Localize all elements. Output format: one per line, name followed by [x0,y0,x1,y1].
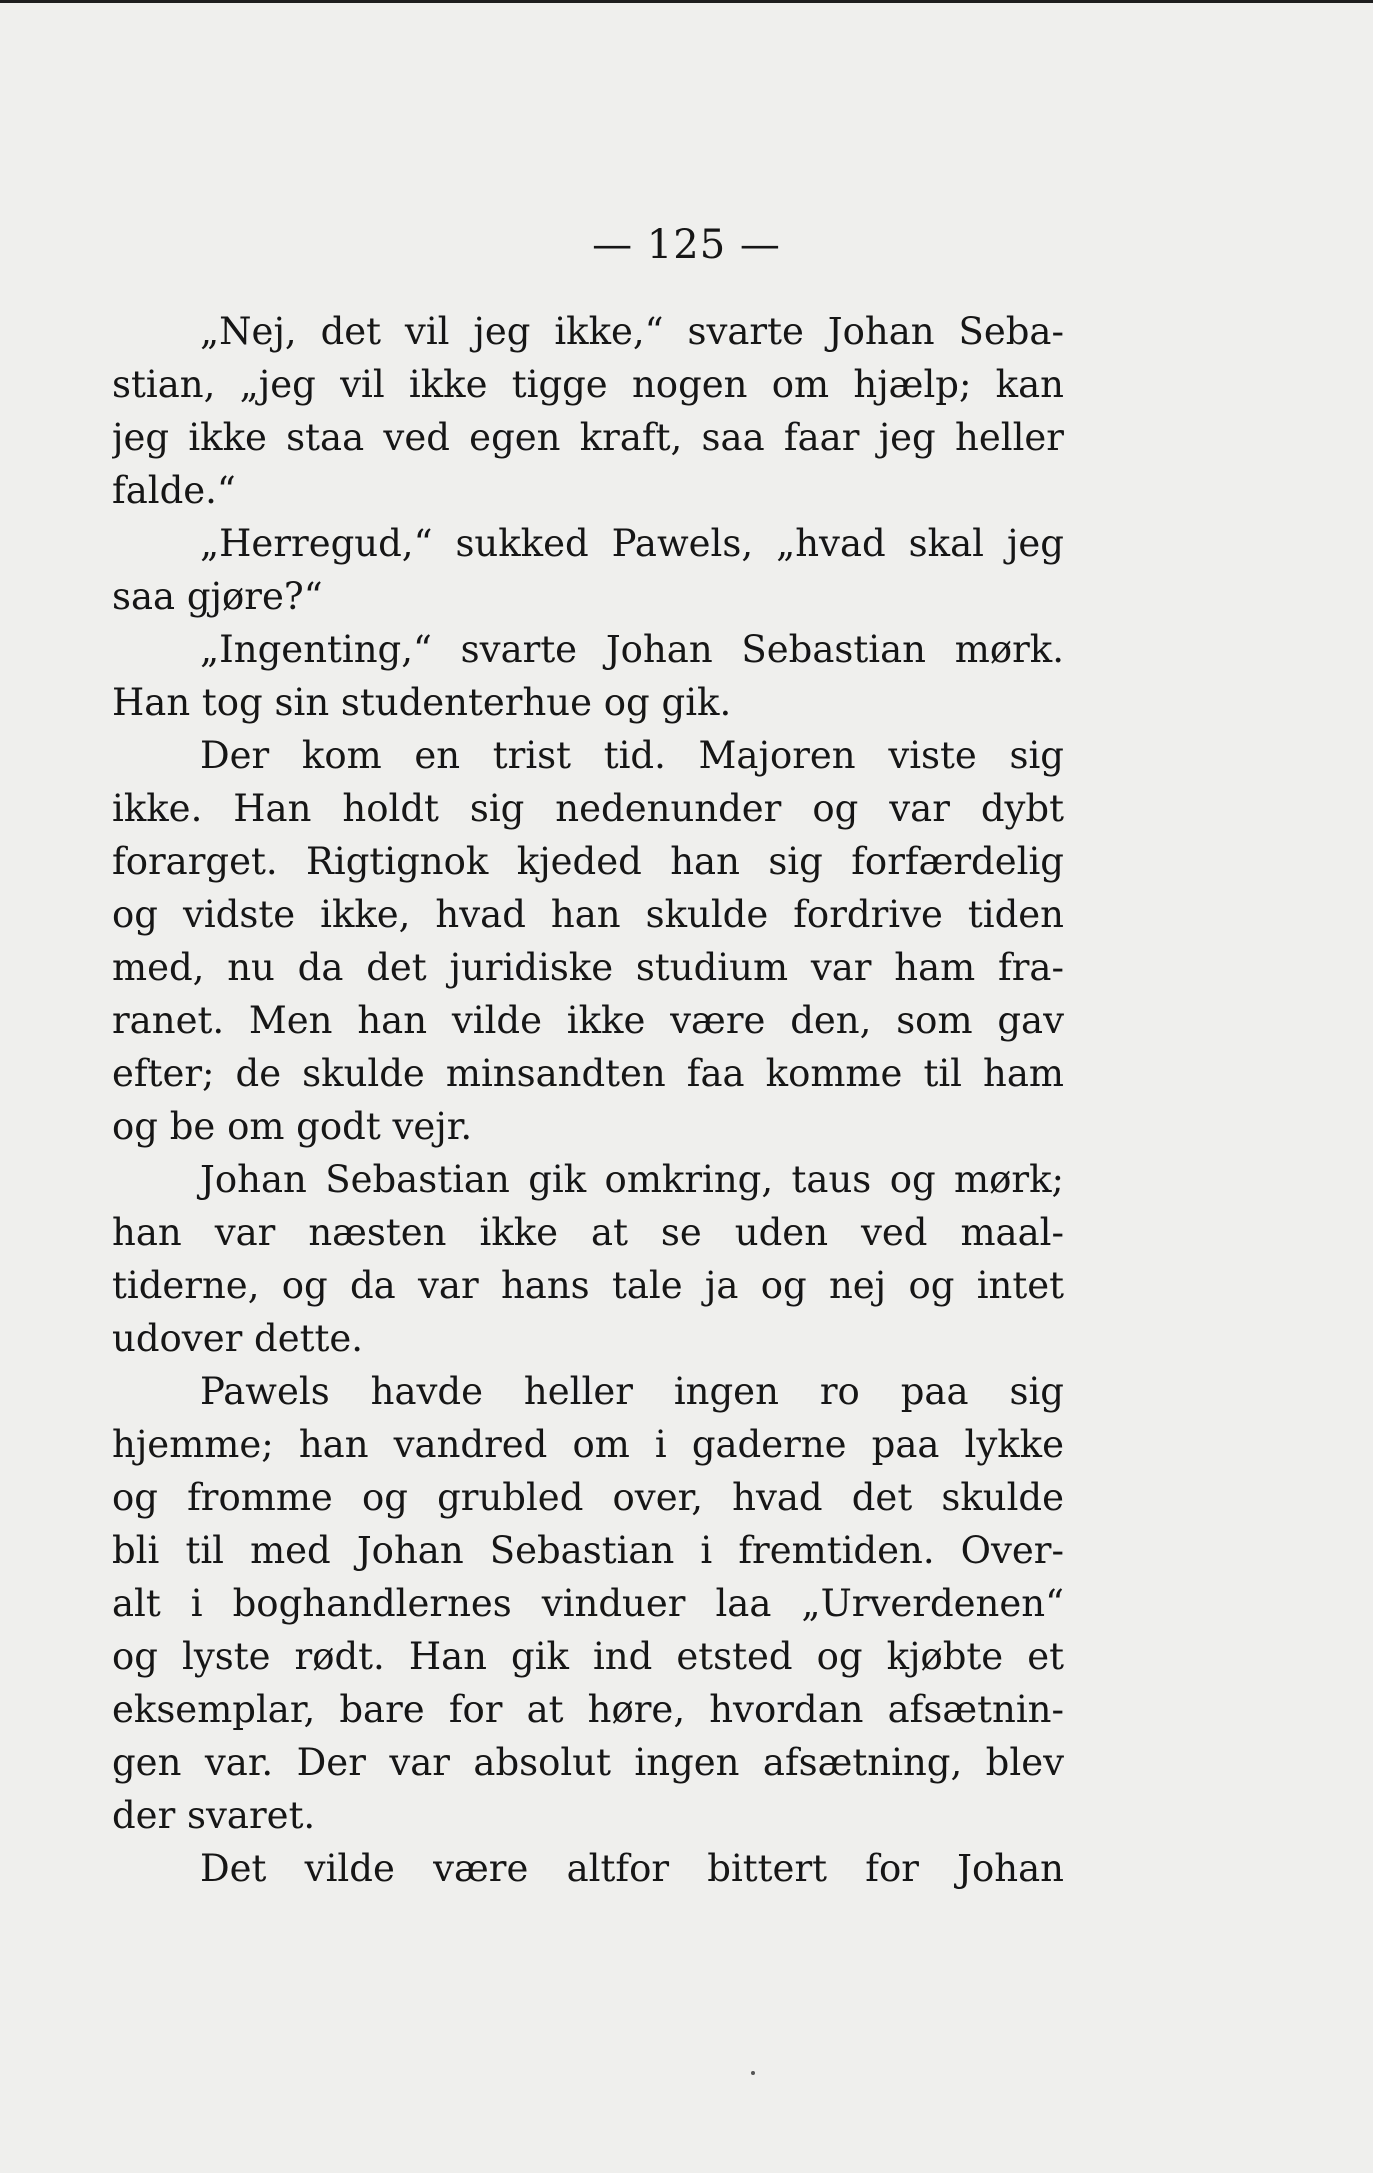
text-line: „Herregud,“ sukked Pawels, „hvad skal jeg [200,522,1064,565]
text-line: „Ingenting,“ svarte Johan Sebastian mørk. [200,628,1064,671]
text-line: og be om godt vejr. [112,1105,473,1148]
text-line: efter; de skulde minsandten faa komme til ham [112,1052,1064,1095]
text-line: Pawels havde heller ingen ro paa sig [200,1370,1064,1413]
text-line: eksemplar, bare for at høre, hvordan afsætnin- [112,1688,1064,1731]
text-line: falde.“ [112,469,236,512]
text-line: Der kom en trist tid. Majoren viste sig [200,734,1064,777]
text-line: og vidste ikke, hvad han skulde fordrive tiden [112,893,1064,936]
text-line: „Nej, det vil jeg ikke,“ svarte Johan Seba- [200,310,1064,353]
text-line: og fromme og grubled over, hvad det skulde [112,1476,1064,1519]
text-line: Johan Sebastian gik omkring, taus og mørk; [200,1158,1064,1201]
text-line: tiderne, og da var hans tale ja og nej og intet [112,1264,1064,1307]
text-line: og lyste rødt. Han gik ind etsted og kjøbte et [112,1635,1064,1678]
text-line: stian, „jeg vil ikke tigge nogen om hjælp; kan [112,363,1064,406]
text-line: med, nu da det juridiske studium var ham fra- [112,946,1064,989]
page-number: — 125 — [592,222,781,268]
text-line: bli til med Johan Sebastian i fremtiden. Over- [112,1529,1064,1572]
text-line: ikke. Han holdt sig nedenunder og var dybt [112,787,1064,830]
text-line: alt i boghandlernes vinduer laa „Urverdenen“ [112,1582,1064,1625]
paper-speck [751,2071,755,2075]
text-line: der svaret. [112,1794,316,1837]
text-line: saa gjøre?“ [112,575,323,618]
body-text [112,305,1064,1895]
text-line: Han tog sin studenterhue og gik. [112,681,732,724]
text-line: jeg ikke staa ved egen kraft, saa faar jeg heller [112,416,1064,459]
text-line: udover dette. [112,1317,364,1360]
text-line: hjemme; han vandred om i gaderne paa lykke [112,1423,1064,1466]
text-line: ranet. Men han vilde ikke være den, som gav [112,999,1064,1042]
text-line: Det vilde være altfor bittert for Johan [200,1847,1064,1890]
text-line: forarget. Rigtignok kjeded han sig forfærdelig [112,840,1064,883]
text-line: han var næsten ikke at se uden ved maal- [112,1211,1064,1254]
text-line: gen var. Der var absolut ingen afsætning, blev [112,1741,1064,1784]
